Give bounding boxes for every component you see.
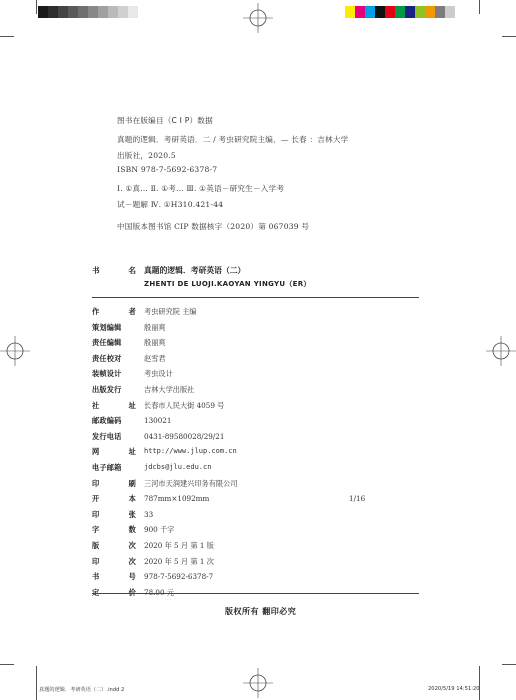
detail-value: 考虫研究院 主编 (144, 307, 197, 316)
detail-label: 印 张 (92, 509, 136, 519)
color-swatch (445, 6, 455, 18)
gray-swatch (68, 6, 78, 18)
detail-label: 邮政编码 (92, 416, 122, 426)
detail-label: 版 次 (92, 541, 136, 550)
color-swatch (365, 6, 375, 18)
detail-row (92, 525, 412, 537)
detail-row (92, 323, 412, 335)
detail-value: 考虫设计 (144, 369, 173, 379)
crop-mark (36, 0, 37, 14)
detail-row (92, 557, 412, 569)
registration-mark-top (243, 3, 273, 33)
color-swatch (385, 6, 395, 18)
gray-swatch (128, 6, 138, 18)
detail-row (92, 354, 412, 366)
detail-label: 印 次 (92, 556, 136, 566)
detail-value: 978-7-5692-6378-7 (144, 572, 214, 582)
detail-label: 装帧设计 (92, 369, 122, 379)
detail-label: 印 刷 (92, 478, 136, 488)
color-swatch (415, 6, 425, 18)
detail-row (92, 385, 412, 397)
detail-label: 出版发行 (92, 385, 122, 394)
detail-row (92, 447, 412, 459)
detail-row (92, 307, 412, 319)
color-swatch (425, 6, 435, 18)
cip-line: Ⅰ. ①真… Ⅱ. ①考… Ⅲ. ①英语－研究生－入学考 (117, 184, 285, 193)
detail-label: 策划编辑 (92, 322, 122, 332)
detail-value: 吉林大学出版社 (144, 385, 195, 394)
file-slug: 真题的逻辑．考研英语（二）.indd 2 (39, 687, 125, 693)
color-swatch (375, 6, 385, 18)
detail-row (92, 416, 412, 428)
detail-value: 殷丽爽 (144, 322, 166, 332)
cip-line: 试－题解 Ⅳ. ①H310.421-44 (117, 200, 224, 209)
detail-label: 责任校对 (92, 353, 122, 363)
detail-label: 发行电话 (92, 431, 122, 441)
crop-mark (502, 36, 516, 37)
detail-label: 书 号 (92, 572, 136, 582)
detail-row (92, 432, 412, 444)
file-timestamp: 2020/5/19 14:51:20 (428, 686, 480, 692)
crop-mark (479, 0, 480, 14)
crop-mark (0, 664, 14, 665)
detail-row (92, 463, 412, 475)
detail-label: 责任编辑 (92, 338, 122, 348)
cip-line: 真题的逻辑．考研英语．二 / 考虫研究院主编．— 长春 ：吉林大学 (117, 135, 349, 144)
detail-value: 33 (144, 509, 154, 519)
detail-value: 殷丽爽 (144, 338, 166, 348)
detail-label: 字 数 (92, 525, 136, 535)
color-swatch (455, 6, 465, 18)
color-swatch (405, 6, 415, 18)
copyright-notice: 版权所有 翻印必究 (225, 607, 297, 616)
registration-mark-left (0, 336, 30, 366)
title-label: 书 名 (92, 266, 136, 275)
book-title-pinyin: ZHENTI DE LUOJI.KAOYAN YINGYU（ER） (144, 280, 311, 288)
gray-swatch (78, 6, 88, 18)
gray-swatch (38, 6, 48, 18)
detail-label: 开 本 (92, 494, 136, 504)
detail-value: jdcbs@jlu.edu.cn (144, 463, 212, 471)
detail-value: 三河市天润建兴印务有限公司 (144, 478, 238, 488)
gray-swatch (98, 6, 108, 18)
detail-value: 787mm×1092mm (144, 494, 210, 504)
detail-row (92, 510, 412, 522)
crop-mark (502, 664, 516, 665)
detail-row (92, 401, 412, 413)
crop-mark (479, 666, 480, 700)
detail-row (92, 541, 412, 553)
gray-swatch (58, 6, 68, 18)
cip-line: ISBN 978-7-5692-6378-7 (117, 165, 218, 174)
divider-top (92, 297, 419, 298)
divider-bottom (92, 593, 419, 594)
grayscale-color-bar (38, 6, 138, 18)
detail-value: 0431-89580028/29/21 (144, 431, 225, 441)
detail-row (92, 572, 412, 584)
detail-row (92, 338, 412, 350)
crop-mark (36, 666, 37, 700)
detail-label: 电子邮箱 (92, 463, 122, 472)
gray-swatch (108, 6, 118, 18)
detail-row (92, 494, 412, 506)
detail-label: 网 址 (92, 447, 136, 457)
detail-row (92, 479, 412, 491)
color-swatch (345, 6, 355, 18)
book-title: 真题的逻辑．考研英语（二） (144, 266, 246, 275)
gray-swatch (88, 6, 98, 18)
color-swatch (435, 6, 445, 18)
gray-swatch (48, 6, 58, 18)
detail-label: 作 者 (92, 307, 136, 316)
detail-value: 130021 (144, 416, 172, 426)
detail-label: 社 址 (92, 400, 136, 410)
detail-value: http://www.jlup.com.cn (144, 447, 237, 456)
process-color-bar (345, 6, 465, 18)
detail-value: 赵雪君 (144, 353, 166, 363)
cip-line: 出版社，2020.5 (117, 151, 176, 160)
detail-value: 长春市人民大街 4059 号 (144, 400, 225, 410)
cip-line: 中国版本图书馆 CIP 数据核字（2020）第 067039 号 (117, 222, 310, 231)
color-swatch (355, 6, 365, 18)
cip-heading: 图书在版编目（C I P）数据 (117, 116, 213, 125)
crop-mark (0, 36, 14, 37)
detail-row (92, 369, 412, 381)
detail-value: 2020 年 5 月 第 1 版 (144, 541, 214, 550)
registration-mark-right (486, 336, 516, 366)
registration-mark-bottom (243, 668, 273, 698)
detail-extra: 1/16 (349, 494, 366, 504)
color-swatch (395, 6, 405, 18)
gray-swatch (118, 6, 128, 18)
detail-value: 900 千字 (144, 525, 175, 535)
detail-value: 2020 年 5 月 第 1 次 (144, 556, 214, 566)
